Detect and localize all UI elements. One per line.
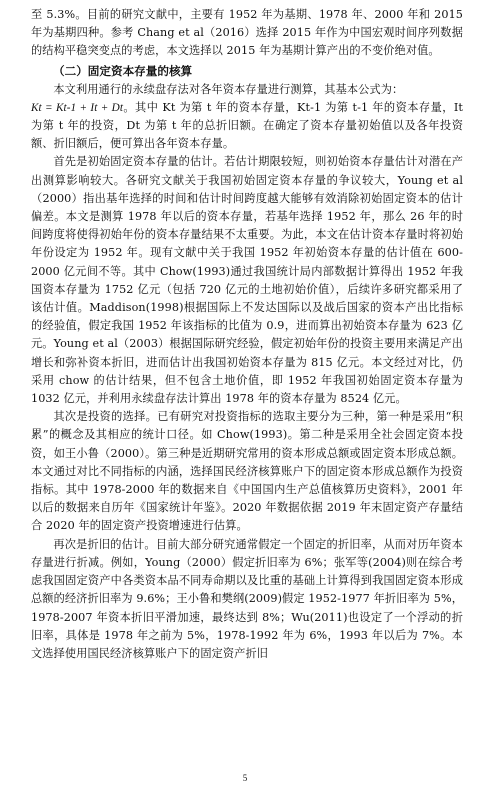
paragraph-formula xyxy=(31,99,463,154)
inventory-formula: Kt = Kt-1 + It + Dt xyxy=(31,101,124,114)
page-body xyxy=(31,6,463,663)
page-number: 5 xyxy=(242,773,248,783)
section-heading-capital-stock: （二）固定资本存量的核算 xyxy=(53,63,193,78)
paragraph-intro: 至 5.3%。目前的研究文献中，主要有 1952 年为基期、1978 年、2000 年和 2015 年为基期四种。参考 Chang et al（2016）选择 2015 年作为中国宏观时间序列数据的结构平稳突变点的考虑，本文选择以 2015 年为基期计算产出的不变价绝对值。 xyxy=(31,8,463,58)
formula-explanation: 。其中 Kt 为第 t 年的资本存量，Kt-1 为第 t-1 年的资本存量，It 为第 t 年的投资，Dt 为第 t 年的总折旧额。在确定了资本存量初始值以及各年投资额、折旧额后，便可算出各年资本存量。 xyxy=(31,100,463,151)
paragraph-investment: 其次是投资的选择。已有研究对投资指标的选取主要分为三种，第一种是采用“积累”的概念及其相应的统计口径。如 Chow(1993)。第二种是采用全社会固定资本投资，如王小鲁（2000）。第三种是近期研究常用的资本形成总额或固定资本形成总额。本文通过对比不同指标的内涵，选择国民经济核算账户下的固定资本形成总额作为投资指标。其中 1978-2000 年的数据来自《中国国内生产总值核算历史资料》，2001 年以后的数据来自历年《国家统计年鉴》。2020 年数据依据 2019 年末固定资产存量结合 2020 年的固定资产投资增速进行估算。 xyxy=(31,410,463,533)
paragraph-depreciation: 再次是折旧的估计。目前大部分研究通常假定一个固定的折旧率，从而对历年资本存量进行折减。例如，Young（2000）假定折旧率为 6%；张军等(2004)则在综合考虑我国固定资产中各类资本品不同寿命期以及比重的基础上计算得到我国固定资本形成总额的经济折旧率为 9.6%；王小鲁和樊纲(2009)假定 1952-1977 年折旧率为 5%，1978-2007 年资本折旧平滑加速，最终达到 8%；Wu(2011)也设定了一个浮动的折旧率，具体是 1978 年之前为 5%，1978-1992 年为 6%，1993 年以后为 7%。本文选择使用国民经济核算账户下的固定资产折旧 xyxy=(31,537,463,660)
paragraph-initial-capital: 首先是初始固定资本存量的估计。若估计期限较短，则初始资本存量估计对潜在产出测算影响较大。各研究文献关于我国初始固定资本存量的争议较大，Young et al（2000）指出基年选择的时间和估计时间跨度越大能够有效消除初始固定资本的估计偏差。本文是测算 1978 年以后的资本存量，若基年选择 1952 年，那么 26 年的时间跨度将使得初始年份的资本存量结果不太重要。为此，本文在估计资本存量时将初始年份设定为 1952 年。现有文献中关于我国 1952 年初始资本存量的估计值在 600-2000 亿元间不等。其中 Chow(1993)通过我国统计局内部数据计算得出 1952 年我国资本存量为 1752 亿元（包括 720 亿元的土地初始价值），后续许多研究都采用了该估计值。Maddison(1998)根据国际上不发达国际以及战后国家的资本产出比指标的经验值，假定我国 1952 年该指标的比值为 0.9，进而算出初始资本存量为 623 亿元。Young et al（2003）根据国际研究经验，假定初始年份的投资主要用来满足产出增长和弥补资本折旧，进而估计出我国初始资本存量为 815 亿元。本文经过对比，仍采用 chow 的估计结果，但不包含土地价值，即 1952 年我国初始固定资本存量为 1032 亿元，并利用永续盘存法计算出 1978 年的资本存量为 8524 亿元。 xyxy=(31,155,463,406)
paragraph-method: 本文利用通行的永续盘存法对各年资本存量进行测算，其基本公式为： xyxy=(53,82,404,96)
